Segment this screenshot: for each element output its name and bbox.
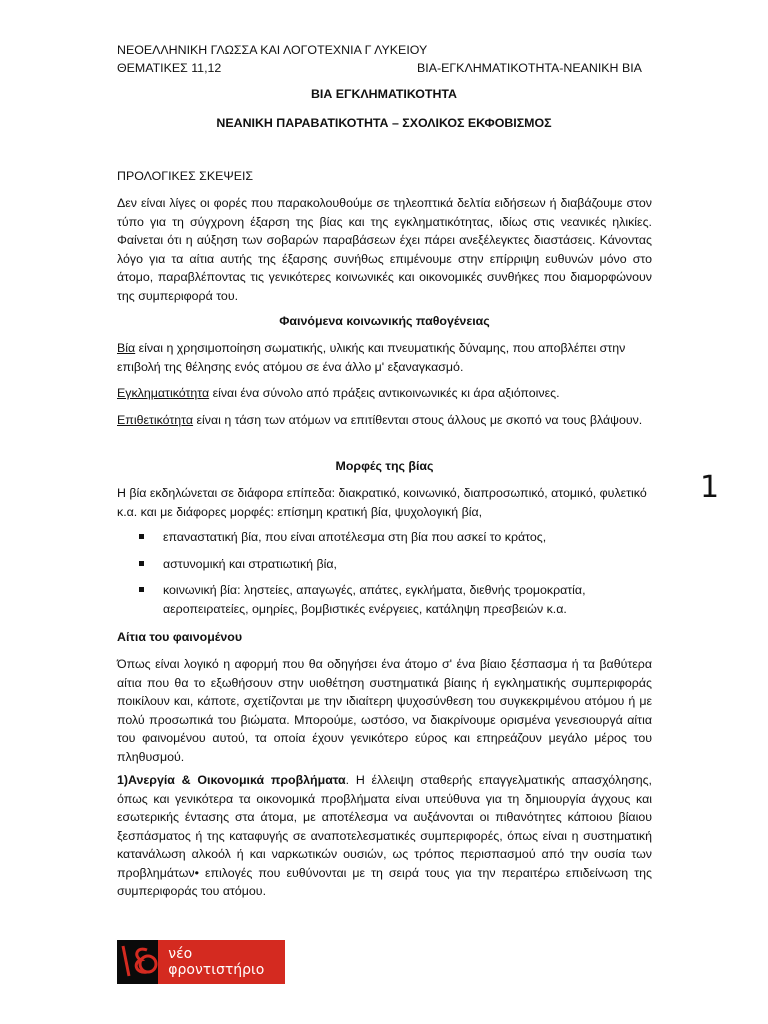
logo-mark-icon xyxy=(117,940,158,984)
causes-paragraph: Όπως είναι λογικό η αφορμή που θα οδηγήσει ένα άτομο σ' ένα βίαιο ξέσπασμα ή τα βαθύτερα αίτια που θα το εξωθήσουν στην υιοθέτηση συστηματικά βίαιης ή εγκληματικής συμπεριφοράς ποικίλουν και, κάποτε, σχετίζονται με την ιδιαίτερη ψυχοσύνθεση του συγκεκριμένου ατόμου ή με πολύ προσωπικά του βιώματα. Μπορούμε, ωστόσο, να διακρίνουμε ορισμένα γενεσιουργά αίτια του φαινομένου αυτού, τα οποία έχουν γενικότερο εύρος και επηρεάζουν μεγάλο μέρος του πληθυσμού. xyxy=(117,657,652,764)
list-item xyxy=(117,555,652,574)
definition-violence-text: είναι η χρησιμοποίηση σωματικής, υλικής και πνευματικής δύναμης, που αποβλέπει στην επιβολή της θέλησης ενός ατόμου σε ένα άλλο μ' εξαναγκασμό. xyxy=(117,341,626,374)
cause-point-1 xyxy=(117,771,652,901)
page-number: 1 xyxy=(700,470,720,505)
term-violence: Βία xyxy=(117,341,136,355)
definition-aggression-text: είναι η τάση των ατόμων να επιτίθενται στους άλλους με σκοπό να τους βλάψουν. xyxy=(193,413,643,427)
bullet-square-icon xyxy=(139,561,144,566)
brand-logo xyxy=(117,940,285,984)
header-theme: ΒΙΑ-ΕΓΚΛΗΜΑΤΙΚΟΤΗΤΑ-ΝΕΑΝΙΚΗ ΒΙΑ xyxy=(417,61,642,75)
list-item xyxy=(117,581,652,618)
intro-heading: ΠΡΟΛΟΓΙΚΕΣ ΣΚΕΨΕΙΣ xyxy=(117,169,254,183)
term-aggression: Επιθετικότητα xyxy=(117,413,194,427)
definition-aggression xyxy=(117,411,652,430)
term-criminality: Εγκληματικότητα xyxy=(117,386,210,400)
logo-text: νέο φροντιστήριο xyxy=(168,946,265,978)
list-item xyxy=(117,528,652,547)
list-item-text: κοινωνική βία: ληστείες, απαγωγές, απάτες, εγκλήματα, διεθνής τρομοκρατία, αεροπειρατείες, ομηρίες, βομβιστικές ενέργειες, κατάληψη πρεσβειών κ.α. xyxy=(163,583,586,616)
bullet-square-icon xyxy=(139,587,144,592)
document-subtitle: ΝΕΑΝΙΚΗ ΠΑΡΑΒΑΤΙΚΟΤΗΤΑ – ΣΧΟΛΙΚΟΣ ΕΚΦΟΒΙΣΜΟΣ xyxy=(216,116,552,130)
forms-heading: Μορφές της βίας xyxy=(335,459,434,473)
phenomena-heading: Φαινόμενα κοινωνικής παθογένειας xyxy=(279,314,490,328)
intro-paragraph: Δεν είναι λίγες οι φορές που παρακολουθούμε σε τηλεοπτικά δελτία ειδήσεων ή διαβάζουμε στον τύπο για τη σύγχρονη έξαρση της βίας και της εγκληματικότητας, ιδίως στις νεανικές ηλικίες. Φαίνεται ότι η αύξηση των σοβαρών παραβάσεων έχει πάρει ανεξέλεγκτες διαστάσεις. Κάνοντας λόγο για τα αίτια αυτής της έξαρσης συνήθως επιμένουμε στην επίρριψη ευθυνών μόνο στο άτομο, παραβλέποντας τις γενικότερες κοινωνικές και οικονομικές συνθήκες που διαμορφώνουν της συμπεριφορά του. xyxy=(117,196,652,303)
definition-violence xyxy=(117,339,652,376)
list-item-text: επαναστατική βία, που είναι αποτέλεσμα στη βία που ασκεί το κράτος, xyxy=(163,530,547,544)
cause-point-1-text: . Η έλλειψη σταθερής επαγγελματικής απασχόλησης, όπως και γενικότερα τα οικονομικά προβλήματα είναι υπεύθυνα για τη δημιουργία άγχους και εσωτερικής έντασης στα άτομα, με αποτέλεσμα να αυξάνονται οι πιθανότητες κάποιου βίαιου ξεσπάσματος ή της καταφυγής σε αναποτελεσματικές συμπεριφορές, όπως είναι η συστηματική κατανάλωση αλκοόλ ή και ναρκωτικών ουσιών, ως τρόπος περισπασμού από την ουσία των προβλημάτων• επιλογές που ευθύνονται με τη σειρά τους για την περαιτέρω επιδείνωση της συμπεριφοράς του ατόμου. xyxy=(117,773,652,898)
header-subject: ΝΕΟΕΛΛΗΝΙΚΗ ΓΛΩΣΣΑ ΚΑΙ ΛΟΓΟΤΕΧΝΙΑ Γ ΛΥΚΕΙΟΥ xyxy=(117,43,428,57)
causes-heading: Αίτια του φαινομένου xyxy=(117,630,243,644)
list-item-text: αστυνομική και στρατιωτική βία, xyxy=(163,556,337,571)
forms-paragraph: Η βία εκδηλώνεται σε διάφορα επίπεδα: διακρατικό, κοινωνικό, διαπροσωπικό, ατομικό, φυλετικό κ.α. και με διάφορες μορφές: επίσημη κρατική βία, ψυχολογική βία, xyxy=(117,486,647,519)
cause-point-1-title: 1)Ανεργία & Οικονομικά προβλήματα xyxy=(117,773,346,787)
definition-criminality-text: είναι ένα σύνολο από πράξεις αντικοινωνικές κι άρα αξιόποινες. xyxy=(209,386,560,400)
document-title: ΒΙΑ ΕΓΚΛΗΜΑΤΙΚΟΤΗΤΑ xyxy=(310,87,458,101)
bullet-square-icon xyxy=(139,534,144,539)
forms-bullet-list xyxy=(117,528,652,626)
definition-criminality xyxy=(117,384,652,403)
header-topics: ΘΕΜΑΤΙΚΕΣ 11,12 xyxy=(117,61,222,75)
